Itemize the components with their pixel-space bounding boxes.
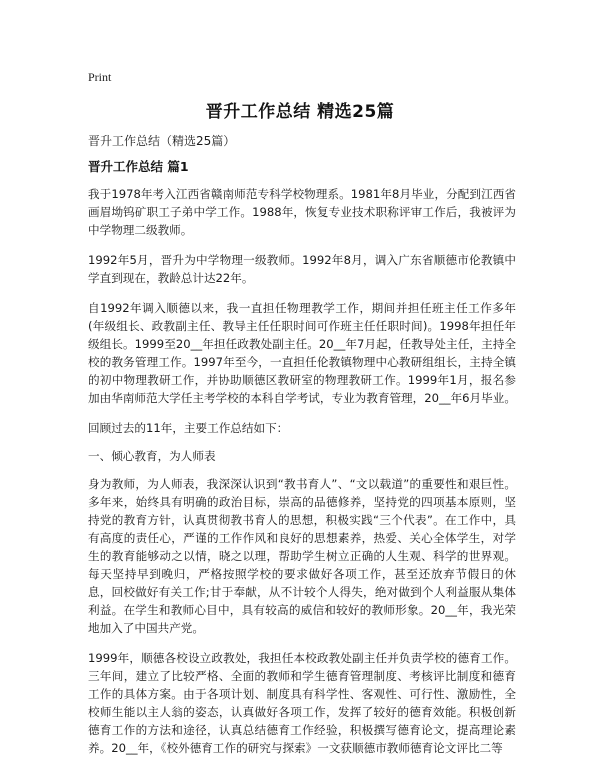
- paragraph-1: 我于1978年考入江西省赣南师范专科学校物理系。1981年8月毕业，分配到江西省画眉坳钨矿职工子弟中学工作。1988年，恢复专业技术职称评审工作后，我被评为中学物理二级教师。: [88, 187, 516, 237]
- print-label: Print: [88, 70, 112, 84]
- paragraph-6: 身为教师，为人师表，我深深认识到“教书育人”、“文以载道”的重要性和艰巨性。多年来，始终具有明确的政治目标，崇高的品德修养，坚持党的四项基本原则，坚持党的教育方针，认真贯彻教书育人的思想，积极实践“三个代表”。在工作中，具有高度的责任心，严谨的工作作风和良好的思想素养，热爱、关心全体学生，对学生的教育能够动之以情，晓之以理，帮助学生树立正确的人生观、科学的世界观。每天坚持早到晚归，严格按照学校的要求做好各项工作，甚至还放弃节假日的休息，回校做好有关工作;甘于奉献，从不计较个人得失，绝对做到个人利益服从集体利益。在学生和教师心目中，具有较高的威信和较好的教师形象。20__年，我光荣地加入了中国共产党。: [88, 477, 516, 635]
- paragraph-4: 回顾过去的11年，主要工作总结如下：: [88, 421, 289, 435]
- paragraph-5: 一、倾心教育，为人师表: [88, 449, 216, 463]
- section-heading: 晋升工作总结 篇1: [88, 159, 189, 174]
- paragraph-7: 1999年，顺德各校设立政教处，我担任本校政教处副主任并负责学校的德育工作。三年间，建立了比较严格、全面的教师和学生德育管理制度、考核评比制度和德育工作的具体方案。由于各项计划、制度具有科学性、客观性、可行性、激励性，全校师生能以主人翁的姿态，认真做好各项工作，发挥了较好的德育效能。积极创新德育工作的方法和途径，认真总结德育工作经验，积极撰写德育论文，提高理论素养。20__年，《校外德育工作的研究与探索》一文获顺德市教师德育论文评比二等: [88, 651, 516, 755]
- page-title: 晋升工作总结 精选25篇: [205, 102, 395, 122]
- document-body: [88, 132, 516, 769]
- document-subtitle: 晋升工作总结（精选25篇）: [88, 134, 236, 148]
- paragraph-2: 1992年5月，晋升为中学物理一级教师。1992年8月，调入广东省顺德市伦教镇中学直到现在，教龄总计达22年。: [88, 253, 516, 285]
- paragraph-3: 自1992年调入顺德以来，我一直担任物理教学工作，期间并担任班主任工作多年(年级组长、政教副主任、教导主任任职时间可作班主任任职时间)。1998年担任年级组长。1999至20__年担任政教处副主任。20__年7月起，任教导处主任，主持全校的教务管理工作。1997年至今，一直担任伦教镇物理中心教研组组长，主持全镇的初中物理教研工作，并协助顺德区教研室的物理教研工作。1999年1月，报名参加由华南师范大学任主考学校的本科自学考试，专业为教育管理，20__年6月毕业。: [88, 301, 516, 405]
